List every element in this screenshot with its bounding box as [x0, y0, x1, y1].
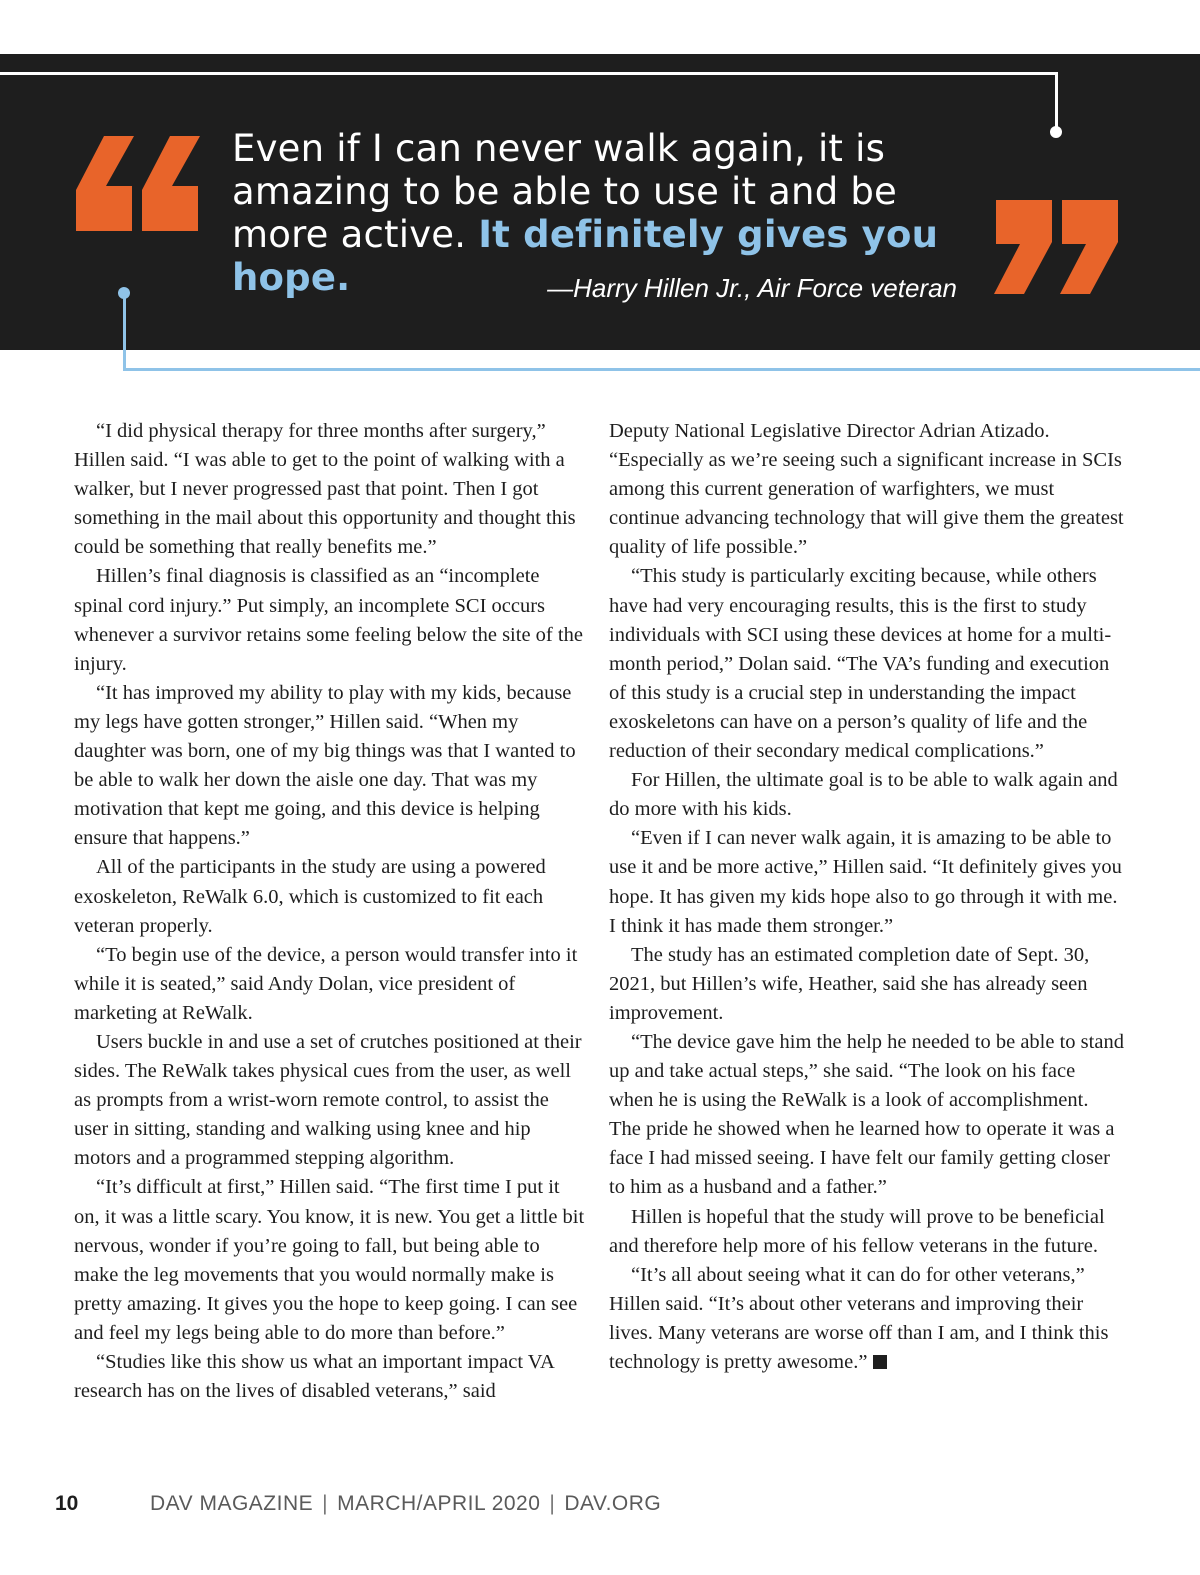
close-quote-icon [990, 198, 1122, 302]
pull-quote-attribution: —Harry Hillen Jr., Air Force veteran [547, 273, 957, 303]
pull-quote-emphasis: It definitely gives you hope. [232, 213, 939, 299]
decorative-line-top [0, 72, 1058, 75]
paragraph: For Hillen, the ultimate goal is to be able to walk again and do more with his kids. [609, 769, 1118, 821]
article-column-right [609, 417, 1124, 1377]
paragraph: “The device gave him the help he needed to be able to stand up and take actual steps,” she said. “The look on his face when he is using the ReWalk is a look of accomplishment. The pride he showed when he learned how to operate it was a face I had missed seeing. I have felt our family getting closer to him as a husband and a father.” [609, 1030, 1124, 1199]
final-paragraph [609, 1261, 1124, 1377]
paragraph: “Even if I can never walk again, it is amazing to be able to use it and be more active,” Hillen said. “It definitely gives you hope. It has given my kids hope also to go through it with me. I think it has made them stronger.” [609, 827, 1122, 937]
end-mark-icon [873, 1355, 887, 1369]
paragraph: “This study is particularly exciting because, while others have had very encouraging results, this is the first to study individuals with SCI using these devices at home for a multi-month period,” Dolan said. “The VA’s funding and execution of this study is a crucial step in understanding the impact exoskeletons can have on a person’s quality of life and the reduction of their secondary medical complications.” [609, 565, 1112, 763]
paragraph: “It has improved my ability to play with my kids, because my legs have gotten stronger,” Hillen said. “When my daughter was born, one of my big things was that I wanted to be able to walk her down the aisle one day. That was my motivation that kept me going, and this device is helping ensure that happens.” [74, 681, 576, 850]
decorative-dot-bottom [118, 287, 130, 299]
website-link: DAV.ORG [564, 1492, 662, 1515]
paragraph: Users buckle in and use a set of crutches positioned at their sides. The ReWalk takes physical cues from the user, as well as prompts from a wrist-worn remote control, to assist the user in sitting, standing and walking using knee and hip motors and a programmed stepping algorithm. [74, 1030, 582, 1170]
open-quote-icon [74, 128, 200, 233]
publication-name: DAV MAGAZINE [150, 1492, 314, 1515]
paragraph: All of the participants in the study are using a powered exoskeleton, ReWalk 6.0, which is customized to fit each veteran properly. [74, 856, 546, 937]
page-footer [0, 1490, 1200, 1520]
article-column-left [74, 417, 586, 1406]
paragraph: “Studies like this show us what an important impact VA research has on the lives of disabled veterans,” said [74, 1351, 554, 1403]
paragraph: The study has an estimated completion date of Sept. 30, 2021, but Hillen’s wife, Heather, said she has already seen improvement. [609, 943, 1090, 1024]
footer-separator: | [549, 1492, 556, 1515]
paragraph: “I did physical therapy for three months after surgery,” Hillen said. “I was able to get to the point of walking with a walker, but I never progressed past that point. Then I got something in the mail about this opportunity and thought this could be something that really benefits me.” [74, 420, 576, 559]
footer-separator: | [322, 1492, 329, 1515]
decorative-line-bottom-drop [123, 292, 126, 371]
paragraph: Hillen is hopeful that the study will prove to be beneficial and therefore help more of his fellow veterans in the future. [609, 1205, 1105, 1257]
decorative-dot-top [1050, 126, 1062, 138]
page-number: 10 [55, 1492, 79, 1515]
decorative-line-top-drop [1055, 72, 1058, 130]
paragraph: Hillen’s final diagnosis is classified as an “incomplete spinal cord injury.” Put simply, an incomplete SCI occurs whenever a survivor retains some feeling below the site of the injury. [74, 565, 583, 675]
decorative-line-bottom [123, 368, 1200, 371]
footer-publication-line [150, 1492, 661, 1516]
paragraph: “To begin use of the device, a person would transfer into it while it is seated,” said Andy Dolan, vice president of marketing at ReWalk. [74, 943, 578, 1024]
paragraph: Deputy National Legislative Director Adrian Atizado. “Especially as we’re seeing such a significant increase in SCIs among this current generation of warfighters, we must continue advancing technology that will give them the greatest quality of life possible.” [609, 420, 1124, 559]
paragraph-text: “It’s all about seeing what it can do for other veterans,” Hillen said. “It’s about other veterans and improving their lives. Many veterans are worse off than I am, and I think this technology is pretty awesome.” [609, 1263, 1109, 1373]
issue-date: MARCH/APRIL 2020 [337, 1492, 541, 1515]
paragraph: “It’s difficult at first,” Hillen said. “The first time I put it on, it was a little scary. You know, it is new. You get a little bit nervous, wonder if you’re going to fall, but being able to make the leg movements that you would normally make is pretty amazing. It gives you the hope to keep going. I can see and feel my legs being able to do more than before.” [74, 1176, 585, 1344]
pull-quote-lead: Even if I can never walk again, it is amazing to be able to use it and be more active. [232, 127, 897, 256]
